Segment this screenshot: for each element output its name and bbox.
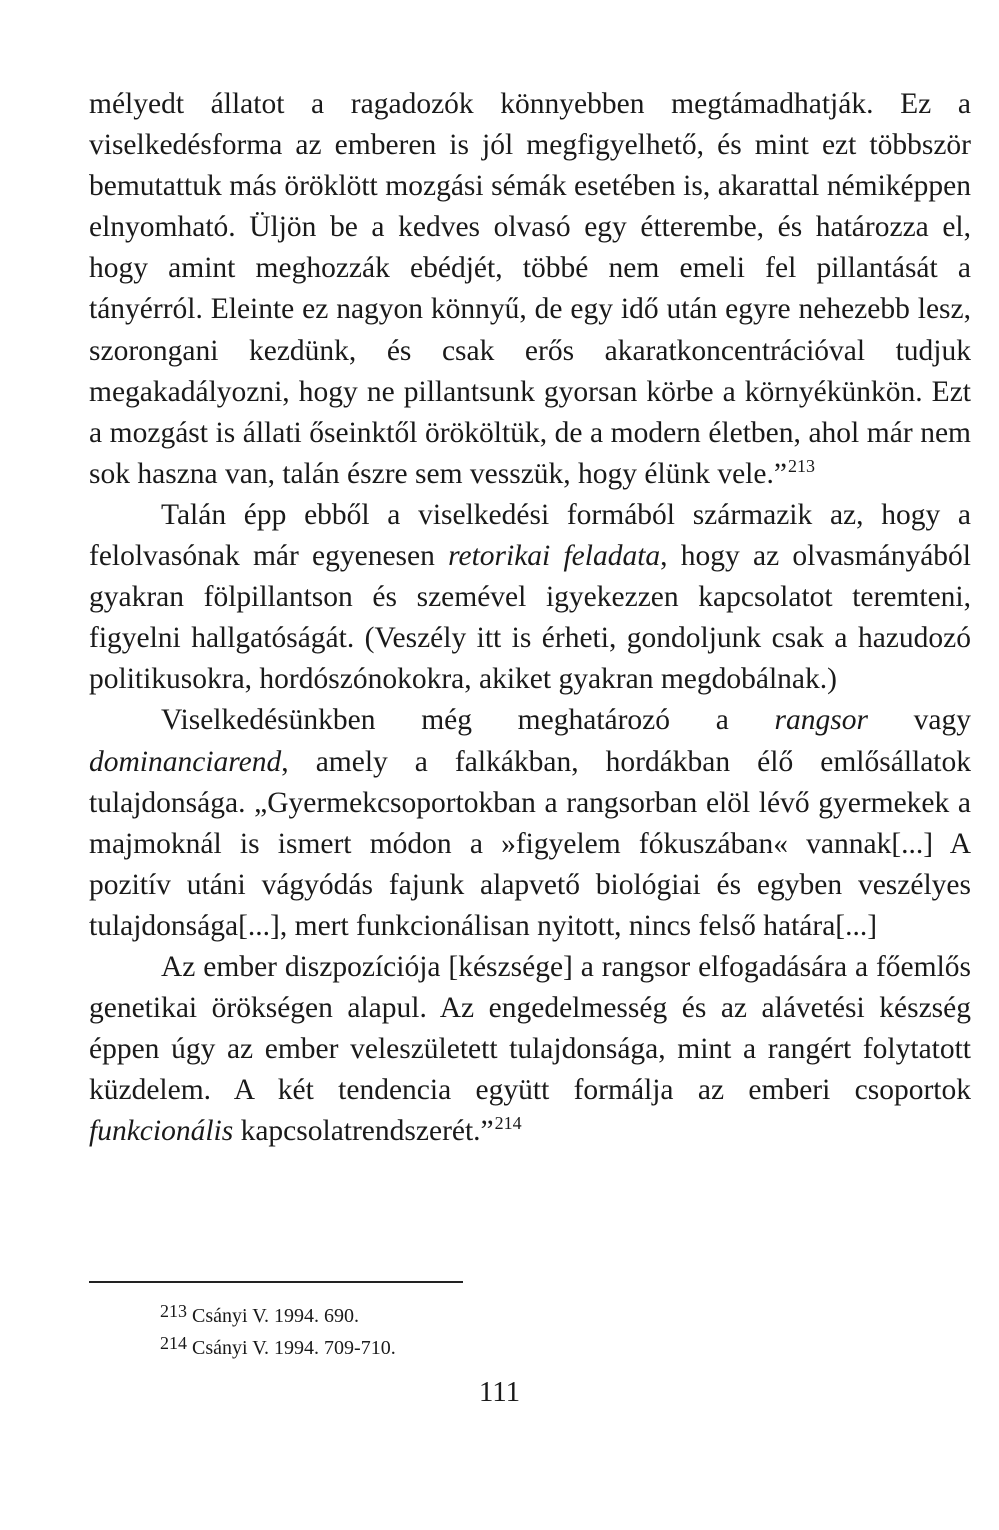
footnote-text: Csányi V. 1994. 709-710. xyxy=(192,1337,396,1359)
paragraph-1 xyxy=(89,84,971,495)
page-number: 111 xyxy=(478,1376,521,1408)
paragraph-3-text-b: vagy xyxy=(867,704,972,737)
paragraph-1-text: mélyedt állatot a ragadozók könnyebben megtámadhatják. Ez a viselkedésforma az emberen is jól megfigyelhető, és mint ezt többször bemutattuk más öröklött mozgási sémák esetében is, akarattal némiképpen elnyomható. Üljön be a kedves olvasó egy étterembe, és határozza el, hogy amint meghozzák ebédjét, többé nem emeli fel pillantását a tányérról. Eleinte ez nagyon könnyű, de egy idő után egyre nehezebb lesz, szorongani kezdünk, és csak erős akaratkoncentrációval tudjuk megakadályozni, hogy ne pillantsunk gyorsan körbe a környékünkön. Ezt a mozgást is állati őseinktől örököltük, de a modern életben, ahol már nem sok haszna van, talán észre sem vesszük, hogy élünk vele.” xyxy=(89,88,971,490)
body-text xyxy=(89,84,971,1152)
paragraph-3-text-c: , amely a falkákban, hordákban élő emlősállatok tulajdonsága. „Gyermekcsoportokban a rangsorban elöl lévő gyermekek a majmoknál is ismert módon a »figyelem fókuszában« vannak[...] A pozitív utáni vágyódás fajunk alapvető biológiai és egyben veszélyes tulajdonsága[...], mert funkcionálisan nyitott, nincs felső határa[...] xyxy=(89,745,971,942)
paragraph-3 xyxy=(89,700,971,947)
footnote-number: 213 xyxy=(160,1301,187,1321)
paragraph-2 xyxy=(89,495,971,700)
paragraph-2-text-b: , hogy az olvasmányából gyakran fölpillantson és szemével igyekezzen kapcsolatot teremteni, figyelni hallgatóságát. (Veszély itt is érheti, gondoljunk csak a hazudozó politikusokra, hordószónokokra, akiket gyakran megdobálnak.) xyxy=(89,540,971,696)
footnote-number: 214 xyxy=(160,1333,187,1353)
paragraph-2-text-a: Talán épp ebből a viselkedési formából származik az, hogy a felolvasónak már egyenesen xyxy=(89,498,971,573)
footnote-ref-214: 214 xyxy=(494,1113,522,1134)
footnote-214 xyxy=(160,1330,396,1362)
footnote-separator xyxy=(89,1281,463,1283)
footnotes xyxy=(160,1298,396,1362)
italic-funkcionalis: funkcionális xyxy=(89,1115,234,1148)
italic-retorikai-feladata: retorikai feladata xyxy=(448,540,661,573)
paragraph-4 xyxy=(89,947,971,1152)
paragraph-4-text-a: Az ember diszpozíciója [készsége] a rangsor elfogadására a főemlős genetikai örökségen alapul. Az engedelmesség és az alávetési készség éppen úgy az ember veleszületett tulajdonsága, mint a rangért folytatott küzdelem. A két tendencia együtt formálja az emberi csoportok xyxy=(89,950,971,1107)
italic-dominanciarend: dominanciarend xyxy=(89,745,282,778)
paragraph-3-text-a: Viselkedésünkben még meghatározó a xyxy=(161,704,775,737)
footnote-213 xyxy=(160,1298,396,1330)
paragraph-4-text-b: kapcsolatrendszerét.” xyxy=(233,1115,494,1148)
footnote-ref-213: 213 xyxy=(787,455,815,476)
footnote-text: Csányi V. 1994. 690. xyxy=(192,1305,360,1327)
italic-rangsor: rangsor xyxy=(774,704,868,737)
